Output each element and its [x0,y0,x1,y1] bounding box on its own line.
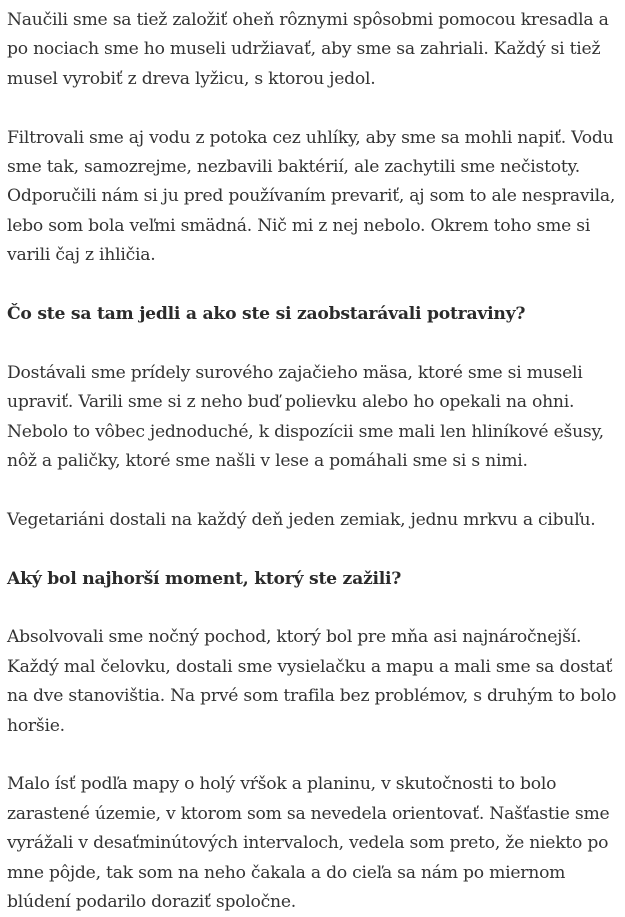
paragraph-water-filtering: Filtrovali sme aj vodu z potoka cez uhlíky, aby sme sa mohli napiť. Vodu sme tak, samozrejme, nezbavili baktérií, ale zachytili sme nečistoty. Odporučili nám si ju pred používaním prevariť, aj som to ale nespravila, lebo som bola veľmi smädná. Nič mi z nej nebolo. Okrem toho sme si varili čaj z ihličia. [7,127,616,266]
paragraph-night-march: Absolvovali sme nočný pochod, ktorý bol pre mňa asi najnáročnejší. Každý mal čelovku, dostali sme vysielačku a mapu a mali sme sa dostať na dve stanovištia. Na prvé som trafila bez problémov, s druhým to bolo horšie. [7,627,617,736]
paragraph-vegetarians: Vegetariáni dostali na každý deň jeden zemiak, jednu mrkvu a cibuľu. [7,509,596,530]
question-heading-food: Čo ste sa tam jedli a ako ste si zaobstarávali potraviny? [7,304,526,325]
paragraph-rabbit-meat: Dostávali sme prídely surového zajačieho mäsa, ktoré sme si museli upraviť. Varili sme si z neho buď polievku alebo ho opekali na ohni. Nebolo to vôbec jednoduché, k dispozícii sme mali len hliníkové ešusy, nôž a paličky, ktoré sme našli v lese a pomáhali sme si s nimi. [7,362,604,472]
paragraph-getting-lost: Malo ísť podľa mapy o holý vŕšok a planinu, v skutočnosti to bolo zarastené územie, v ktorom som sa nevedela orientovať. Našťastie sme vyrážali v desaťminútových intervaloch, vedela som preto, že niekto po mne pôjde, tak som na neho čakala a do cieľa sa nám po miernom blúdení podarilo doraziť spoločne. [7,774,610,913]
paragraph-fire-and-spoon: Naučili sme sa tiež založiť oheň rôznymi spôsobmi pomocou kresadla a po nociach sme ho museli udržiavať, aby sme sa zahriali. Každý si tiež musel vyrobiť z dreva lyžicu, s ktorou jedol. [7,10,609,89]
question-heading-worst-moment: Aký bol najhorší moment, ktorý ste zažili? [7,568,402,589]
article-body [7,6,621,917]
